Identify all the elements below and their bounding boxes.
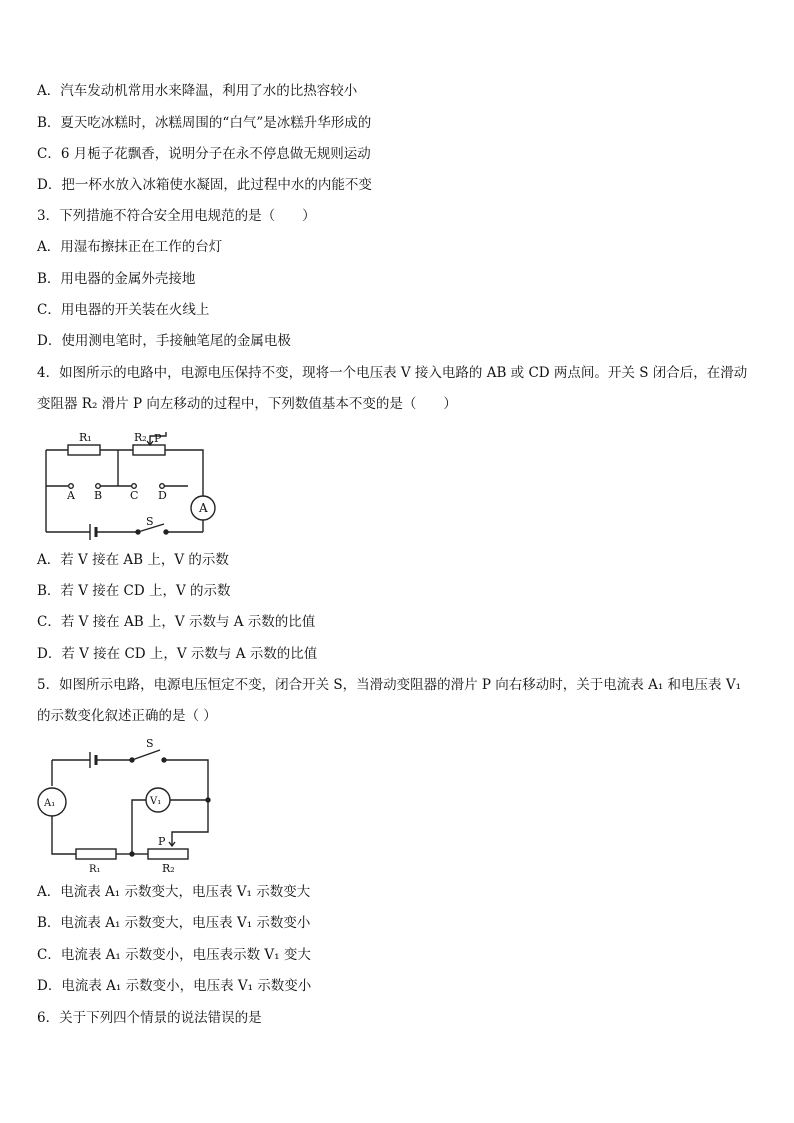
q4-stem-line1: 4．如图所示的电路中，电源电压保持不变，现将一个电压表 V 接入电路的 AB 或 CD 两点间。开关 S 闭合后，在滑动 <box>37 365 748 381</box>
q5-stem-line1: 5．如图所示电路，电源电压恒定不变，闭合开关 S，当滑动变阻器的滑片 P 向右移动时，关于电流表 A₁ 和电压表 V₁ <box>37 677 741 693</box>
q5-option-a: A．电流表 A₁ 示数变大，电压表 V₁ 示数变大 <box>37 884 311 900</box>
q5-voltmeter-label: V₁ <box>150 796 162 807</box>
q2-option-d: D．把一杯水放入冰箱使水凝固，此过程中水的内能不变 <box>37 177 372 193</box>
q5-circuit-svg <box>36 734 220 878</box>
q2-option-a: A．汽车发动机常用水来降温，利用了水的比热容较小 <box>37 83 358 99</box>
q3-option-c: C．用电器的开关装在火线上 <box>37 302 210 318</box>
q5-label-p: P <box>158 835 166 848</box>
q4-option-c: C．若 V 接在 AB 上，V 示数与 A 示数的比值 <box>37 614 316 630</box>
q4-option-d: D．若 V 接在 CD 上，V 示数与 A 示数的比值 <box>37 646 318 662</box>
q3-option-a: A．用湿布擦抹正在工作的台灯 <box>37 239 223 255</box>
q4-option-a: A．若 V 接在 AB 上，V 的示数 <box>37 552 229 568</box>
q5-stem-line2: 的示数变化叙述正确的是（ ） <box>37 708 217 724</box>
q3-option-d: D．使用测电笔时，手接触笔尾的金属电极 <box>37 333 291 349</box>
q4-label-s: S <box>146 515 154 528</box>
q3-stem: 3．下列措施不符合安全用电规范的是（ ） <box>37 208 316 224</box>
q4-label-a: A <box>67 489 75 502</box>
q4-option-b: B．若 V 接在 CD 上，V 的示数 <box>37 583 231 599</box>
q4-r1-resistor <box>68 445 100 455</box>
q5-option-c: C．电流表 A₁ 示数变小，电压表示数 V₁ 变大 <box>37 947 311 963</box>
q3-option-b: B．用电器的金属外壳接地 <box>37 271 196 287</box>
q5-label-s: S <box>146 737 154 750</box>
q5-r1-resistor <box>76 849 116 859</box>
q4-r2-rheostat <box>133 445 165 455</box>
q5-circuit-figure <box>36 734 220 878</box>
q4-ammeter-label: A <box>199 501 208 515</box>
q4-label-c: C <box>130 489 139 502</box>
q5-option-b: B．电流表 A₁ 示数变大，电压表 V₁ 示数变小 <box>37 915 311 931</box>
q2-option-b: B．夏天吃冰糕时，冰糕周围的“白气”是冰糕升华形成的 <box>37 115 372 131</box>
q5-option-d: D．电流表 A₁ 示数变小，电压表 V₁ 示数变小 <box>37 978 312 994</box>
q4-label-b: B <box>94 489 103 502</box>
q2-option-c: C．6 月栀子花飘香，说明分子在永不停息做无规则运动 <box>37 146 371 162</box>
q4-label-p: P <box>154 432 162 445</box>
q5-label-r1: R₁ <box>89 864 101 875</box>
q5-r2-rheostat <box>148 849 188 859</box>
q6-stem: 6．关于下列四个情景的说法错误的是 <box>37 1010 262 1026</box>
q5-ammeter-label: A₁ <box>44 798 56 809</box>
q4-stem-line2: 变阻器 R₂ 滑片 P 向左移动的过程中，下列数值基本不变的是（ ） <box>37 396 457 412</box>
q4-circuit-svg <box>38 426 228 542</box>
q4-label-r1: R₁ <box>79 431 92 444</box>
q5-label-r2: R₂ <box>162 862 175 875</box>
q4-label-r2: R₂ <box>134 431 147 444</box>
q4-circuit-figure <box>38 426 228 542</box>
q4-label-d: D <box>158 489 167 502</box>
